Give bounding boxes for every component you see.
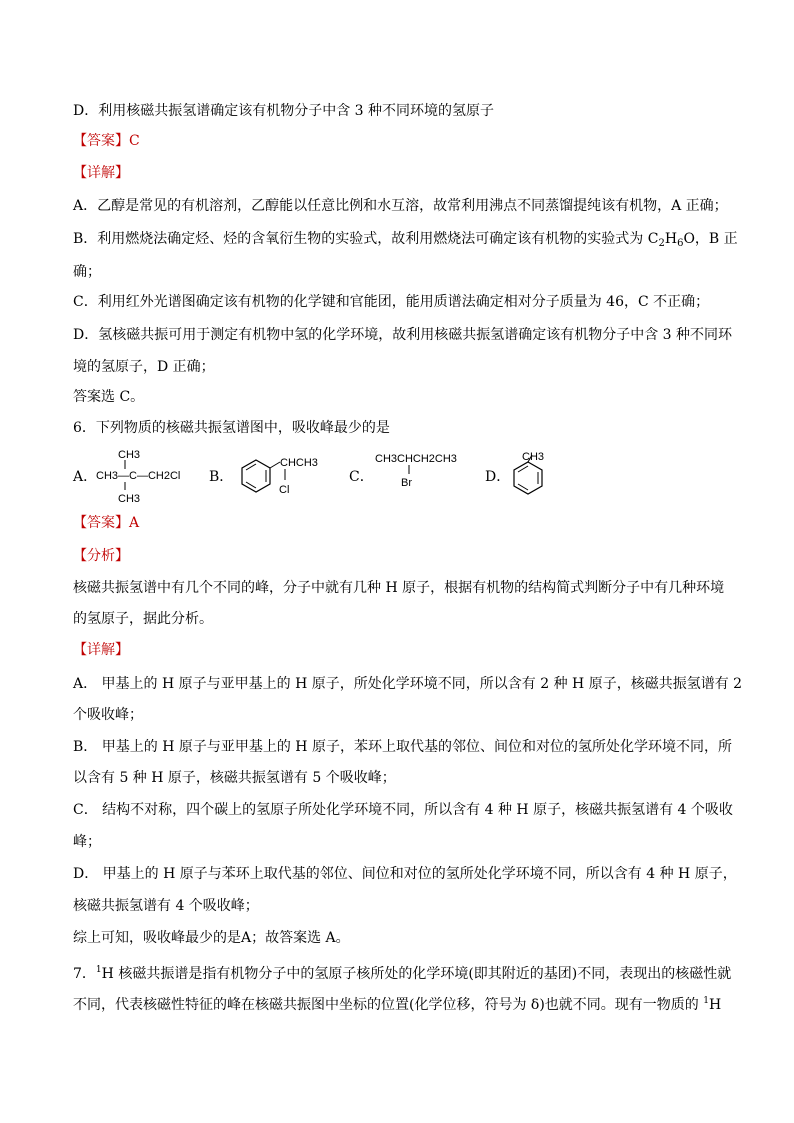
svg-text:CH3: CH3 (118, 449, 141, 461)
option-d-label: D． (485, 469, 511, 485)
explanation-line: B． 甲基上的 H 原子与亚甲基上的 H 原子，苯环上取代基的邻位、间位和对位的氢所处化学环境不同，所 (73, 739, 732, 755)
option-a-label: A． (73, 469, 98, 485)
explanation-line: A．乙醇是常见的有机溶剂，乙醇能以任意比例和水互溶，故常利用沸点不同蒸馏提纯该有机物，A 正确； (73, 198, 728, 214)
structure-d (508, 448, 558, 503)
analysis-line: 的氢原子，据此分析。 (73, 611, 213, 627)
explanation-line: 峰； (73, 834, 101, 850)
detail-label: 【详解】 (73, 642, 129, 658)
svg-text:CH3—C—CH2Cl: CH3—C—CH2Cl (96, 470, 181, 482)
question-6-stem: 6．下列物质的核磁共振氢谱图中，吸收峰最少的是 (73, 420, 390, 436)
explanation-line: C． 结构不对称，四个碳上的氢原子所处化学环境不同，所以含有 4 种 H 原子，核磁共振氢谱有 4 个吸收 (73, 802, 733, 818)
explanation-line: 综上可知，吸收峰最少的是A；故答案选 A。 (73, 930, 350, 946)
explanation-line: D． 甲基上的 H 原子与苯环上取代基的邻位、间位和对位的氢所处化学环境不同，所以含有 4 种 H 原子， (73, 866, 737, 882)
svg-text:CH3CHCH2CH3: CH3CHCH2CH3 (375, 453, 457, 465)
explanation-line: 确； (73, 264, 101, 280)
answer-label: 【答案】C (73, 133, 140, 149)
explanation-line: D．氢核磁共振可用于测定有机物中氢的化学环境，故利用核磁共振氢谱确定该有机物分子中含 3 种不同环 (73, 327, 733, 343)
structure-b (238, 448, 333, 503)
svg-text:CH3: CH3 (522, 451, 545, 463)
explanation-line: B．利用燃烧法确定烃、烃的含氧衍生物的实验式，故利用燃烧法可确定该有机物的实验式为 $C_2H_6O$，B 正 (73, 231, 738, 249)
analysis-line: 核磁共振氢谱中有几个不同的峰，分子中就有几种 H 原子，根据有机物的结构简式判断分子中有几种环境 (73, 580, 725, 596)
explanation-line: C．利用红外光谱图确定该有机物的化学键和官能团，能用质谱法确定相对分子质量为 46，C 不正确； (73, 294, 710, 310)
svg-text:CH3: CH3 (118, 493, 141, 505)
option-c-label: C． (349, 469, 374, 485)
question-7-stem: 7．$^1$H 核磁共振谱是指有机物分子中的氢原子核所处的化学环境(即其附近的基团)不同，表现出的核磁性就 (73, 965, 732, 982)
detail-label: 【详解】 (73, 165, 129, 181)
explanation-line: A． 甲基上的 H 原子与亚甲基上的 H 原子，所处化学环境不同，所以含有 2 种 H 原子，核磁共振氢谱有 2 (73, 676, 743, 692)
structure-a (92, 445, 181, 505)
svg-text:Cl: Cl (279, 484, 290, 496)
analysis-label: 【分析】 (73, 548, 129, 564)
option-b-label: B． (209, 469, 234, 485)
answer-choice-line: 答案选 C。 (73, 389, 145, 405)
structure-c (373, 452, 483, 502)
option-d-text: D．利用核磁共振氢谱确定该有机物分子中含 3 种不同环境的氢原子 (73, 103, 495, 119)
answer-label: 【答案】A (73, 515, 140, 531)
svg-text:Br: Br (401, 477, 412, 489)
explanation-line: 境的氢原子，D 正确； (73, 359, 215, 375)
question-7-stem: 不同，代表核磁性特征的峰在核磁共振图中坐标的位置(化学位移，符号为 δ)也就不同。现有一物质的 $^1$H (73, 996, 722, 1013)
explanation-line: 核磁共振氢谱有 4 个吸收峰； (73, 898, 259, 914)
explanation-line: 以含有 5 种 H 原子，核磁共振氢谱有 5 个吸收峰； (73, 770, 396, 786)
svg-text:CHCH3: CHCH3 (280, 457, 318, 469)
explanation-line: 个吸收峰； (73, 707, 143, 723)
